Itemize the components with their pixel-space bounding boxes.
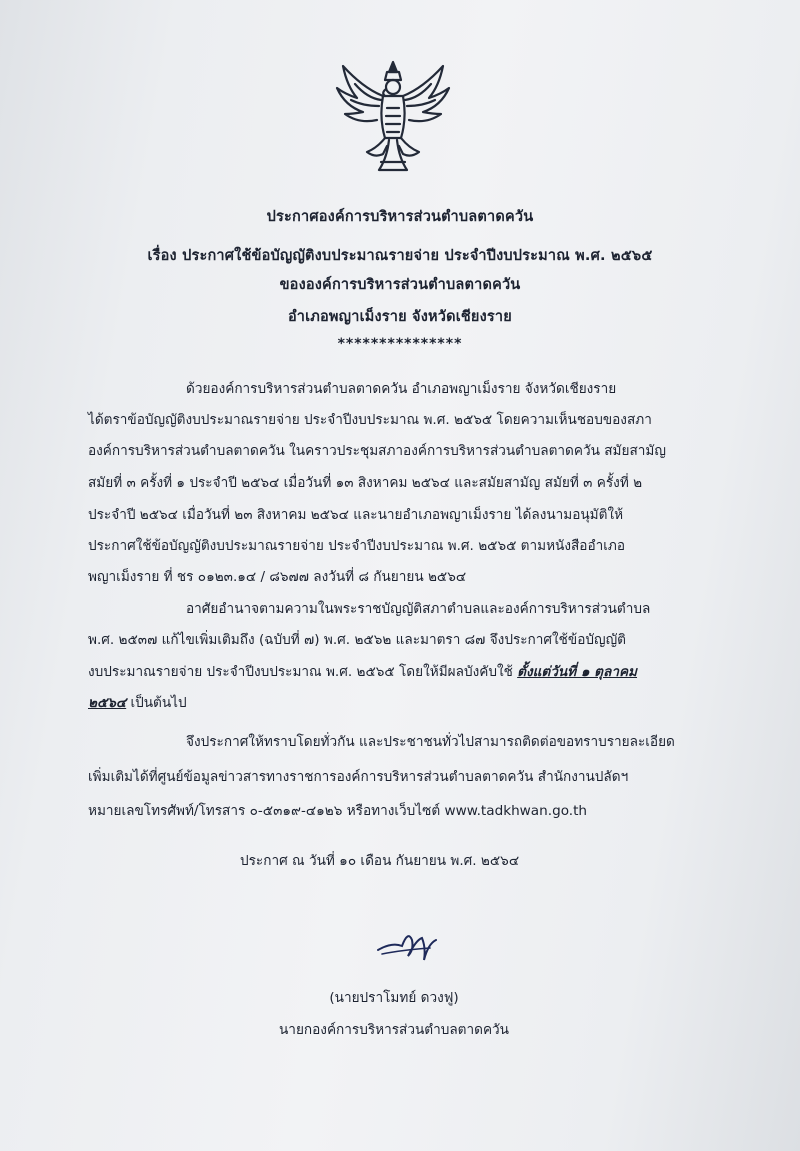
paragraph-1-line-7: พญาเม็งราย ที่ ชร ๐๑๒๓.๑๔ / ๘๖๗๗ ลงวันที่ ๘ กันยายน ๒๕๖๔ [88,569,467,585]
paragraph-2-line-3 [88,662,637,682]
header-subject: เรื่อง ประกาศใช้ข้อบัญญัติงบประมาณรายจ่าย ประจำปีงบประมาณ พ.ศ. ๒๕๖๕ [147,248,653,264]
garuda-emblem-icon [333,58,453,176]
paragraph-1-line-3: องค์การบริหารส่วนตำบลตาดควัน ในคราวประชุมสภาองค์การบริหารส่วนตำบลตาดควัน สมัยสามัญ [88,443,666,459]
announcement-date: ประกาศ ณ วันที่ ๑๐ เดือน กันยายน พ.ศ. ๒๕๖๔ [240,853,520,869]
handwritten-signature [372,920,442,968]
paragraph-1-line-6: ประกาศใช้ข้อบัญญัติงบประมาณรายจ่าย ประจำปีงบประมาณ พ.ศ. ๒๕๖๕ ตามหนังสืออำเภอ [88,538,626,554]
paragraph-2-line-2: พ.ศ. ๒๕๓๗ แก้ไขเพิ่มเติมถึง (ฉบับที่ ๗) พ.ศ. ๒๕๖๒ และมาตรา ๘๗ จึงประกาศใช้ข้อบัญญัติ [88,632,626,648]
header-title: ประกาศองค์การบริหารส่วนตำบลตาดควัน [266,209,534,225]
paragraph-2-line-3-text: งบประมาณรายจ่าย ประจำปีงบประมาณ พ.ศ. ๒๕๖๕ โดยให้มีผลบังคับใช้ [88,664,513,680]
paragraph-2-line-4 [88,693,187,713]
paragraph-3-line-2: เพิ่มเติมได้ที่ศูนย์ข้อมูลข่าวสารทางราชการองค์การบริหารส่วนตำบลตาดควัน สำนักงานปลัดฯ [88,769,629,785]
paragraph-3-line-1: จึงประกาศให้ทราบโดยทั่วกัน และประชาชนทั่วไปสามารถติดต่อขอทราบรายละเอียด [186,734,675,750]
header-location: อำเภอพญาเม็งราย จังหวัดเชียงราย [288,309,512,325]
paragraph-1-line-2: ได้ตราข้อบัญญัติงบประมาณรายจ่าย ประจำปีงบประมาณ พ.ศ. ๒๕๖๕ โดยความเห็นชอบของสภา [88,412,652,428]
signer-name: (นายปราโมทย์ ดวงฟู) [329,990,459,1006]
paragraph-1-line-5: ประจำปี ๒๕๖๔ เมื่อวันที่ ๒๓ สิงหาคม ๒๕๖๔ และนายอำเภอพญาเม็งราย ได้ลงนามอนุมัติให้ [88,507,624,523]
paragraph-1-line-4: สมัยที่ ๓ ครั้งที่ ๑ ประจำปี ๒๕๖๔ เมื่อวันที่ ๑๓ สิงหาคม ๒๕๖๔ และสมัยสามัญ สมัยที่ ๓ ครั้งที่ ๒ [88,475,643,491]
paragraph-3-line-3: หมายเลขโทรศัพท์/โทรสาร ๐-๕๓๑๙-๔๑๒๖ หรือทางเว็บไซต์ www.tadkhwan.go.th [88,803,588,819]
header-organization: ขององค์การบริหารส่วนตำบลตาดควัน [279,277,521,293]
paragraph-2-tail: เป็นต้นไป [126,695,187,711]
effective-year-emphasis: ๒๕๖๔ [88,695,127,711]
paragraph-2-line-1: อาศัยอำนาจตามความในพระราชบัญญัติสภาตำบลและองค์การบริหารส่วนตำบล [186,601,651,617]
effective-date-emphasis: ตั้งแต่วันที่ ๑ ตุลาคม [517,664,638,680]
signer-position: นายกองค์การบริหารส่วนตำบลตาดควัน [279,1022,509,1038]
header-separator: *************** [337,336,463,352]
paragraph-1-line-1: ด้วยองค์การบริหารส่วนตำบลตาดควัน อำเภอพญาเม็งราย จังหวัดเชียงราย [186,381,617,397]
